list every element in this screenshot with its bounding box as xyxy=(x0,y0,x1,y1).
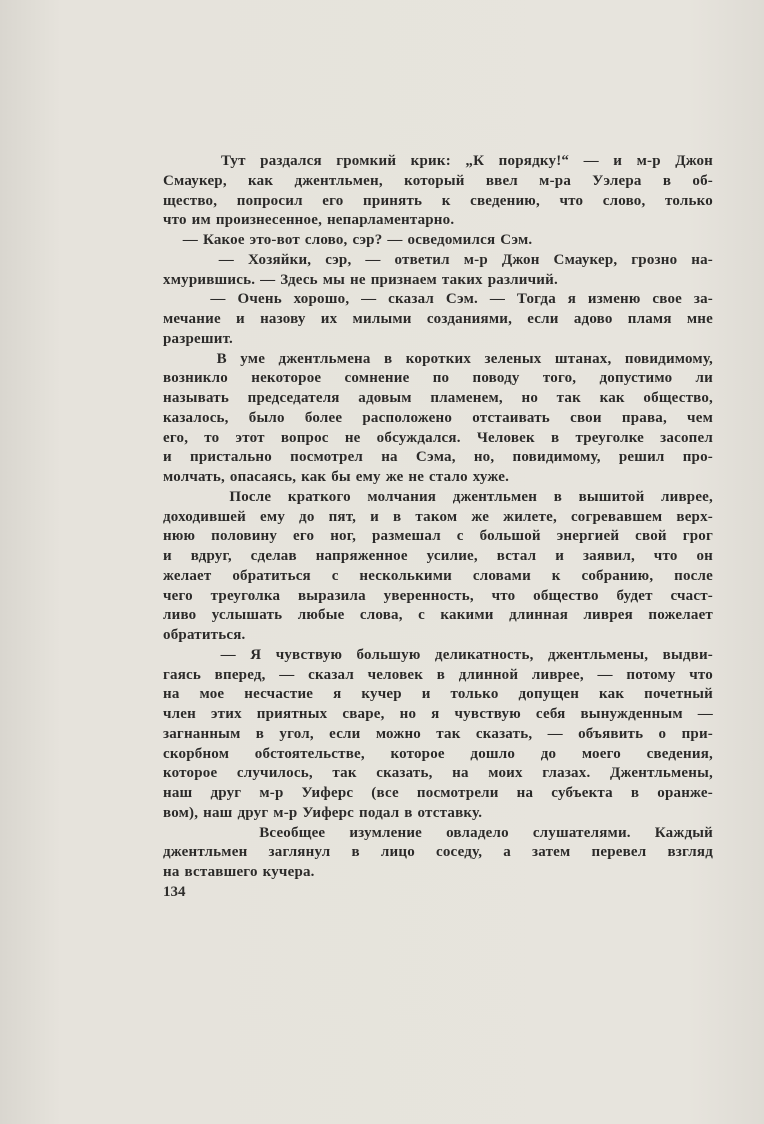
paragraph xyxy=(163,251,713,291)
text-line: обратиться. xyxy=(163,627,246,643)
text-line: член этих приятных сваре, но я чувствую себя вынужденным — xyxy=(163,706,713,722)
paragraph xyxy=(163,350,713,488)
paragraph xyxy=(163,290,713,349)
paragraph xyxy=(163,488,713,646)
text-line: — Хозяйки, сэр, — ответил м-р Джон Смаукер, грозно на- xyxy=(163,251,713,268)
text-line: на вставшего кучера. xyxy=(163,864,315,880)
paragraph xyxy=(163,646,713,824)
text-line: молчать, опасаясь, как бы ему же не стало хуже. xyxy=(163,469,510,485)
text-line: разрешит. xyxy=(163,330,233,347)
text-line: ливо услышать любые слова, с какими длинная ливрея пожелает xyxy=(163,607,713,624)
text-line: казалось, было более расположено отстаивать свои права, чем xyxy=(163,409,713,426)
text-line: возникло некоторое сомнение по поводу того, допустимо ли xyxy=(163,370,713,387)
text-line: — Очень хорошо, — сказал Сэм. — Тогда я изменю свое за- xyxy=(163,291,713,308)
text-line: чего треуголка выразила уверенность, что общество будет счаст- xyxy=(163,587,713,604)
text-line: джентльмен заглянул в лицо соседу, а затем перевел взгляд xyxy=(163,844,713,861)
text-line: наш друг м-р Уиферс (все посмотрели на субъекта в оранже- xyxy=(163,785,713,801)
paragraph xyxy=(163,231,713,251)
text-line: что им произнесенное, непарламентарно. xyxy=(163,212,455,229)
text-line: хмурившись. — Здесь мы не признаем таких различий. xyxy=(163,271,558,288)
text-line: Тут раздался громкий крик: „К порядку!“ — и м-р Джон xyxy=(163,153,713,169)
page-text xyxy=(163,152,713,883)
paragraph xyxy=(163,824,713,883)
text-line: мечание и назову их милыми созданиями, если адово пламя мне xyxy=(163,311,713,327)
text-line: — Я чувствую большую деликатность, джентльмены, выдви- xyxy=(163,646,713,663)
text-line: — Какое это-вот слово, сэр? — осведомился Сэм. xyxy=(163,232,533,248)
text-line: загнанным в угол, если можно так сказать, — объявить о при- xyxy=(163,725,713,742)
text-line: желает обратиться с несколькими словами к собранию, после xyxy=(163,567,713,584)
text-line: После краткого молчания джентльмен в вышитой ливрее, xyxy=(163,488,713,505)
paragraph xyxy=(163,152,713,231)
text-line: его, то этот вопрос не обсуждался. Человек в треуголке засопел xyxy=(163,429,713,446)
text-line: скорбном обстоятельстве, которое дошло до моего сведения, xyxy=(163,745,713,762)
text-line: гаясь вперед, — сказал человек в длинной ливрее, — потому что xyxy=(163,666,713,683)
text-line: доходившей ему до пят, и в таком же жилете, согревавшем верх- xyxy=(163,508,713,525)
text-line: Всеобщее изумление овладело слушателями. Каждый xyxy=(163,824,713,841)
text-line: Смаукер, как джентльмен, который ввел м-ра Уэлера в об- xyxy=(163,172,713,189)
text-line: называть председателя адовым пламенем, но так как общество, xyxy=(163,390,713,406)
page-number: 134 xyxy=(163,884,186,900)
text-line: В уме джентльмена в коротких зеленых штанах, повидимому, xyxy=(163,350,713,367)
text-line: которое случилось, так сказать, на моих глазах. Джентльмены, xyxy=(163,765,713,782)
text-line: щество, попросил его принять к сведению, что слово, только xyxy=(163,192,713,209)
text-line: на мое несчастие я кучер и только допущен как почетный xyxy=(163,686,713,703)
text-line: и вдруг, сделав напряженное усилие, встал и заявил, что он xyxy=(163,548,713,564)
text-line: вом), наш друг м-р Уиферс подал в отставку. xyxy=(163,804,483,821)
text-line: нюю половину его ног, размешал с большой энергией свой грог xyxy=(163,528,713,545)
text-line: и пристально посмотрел на Сэма, но, повидимому, решил про- xyxy=(163,449,713,466)
